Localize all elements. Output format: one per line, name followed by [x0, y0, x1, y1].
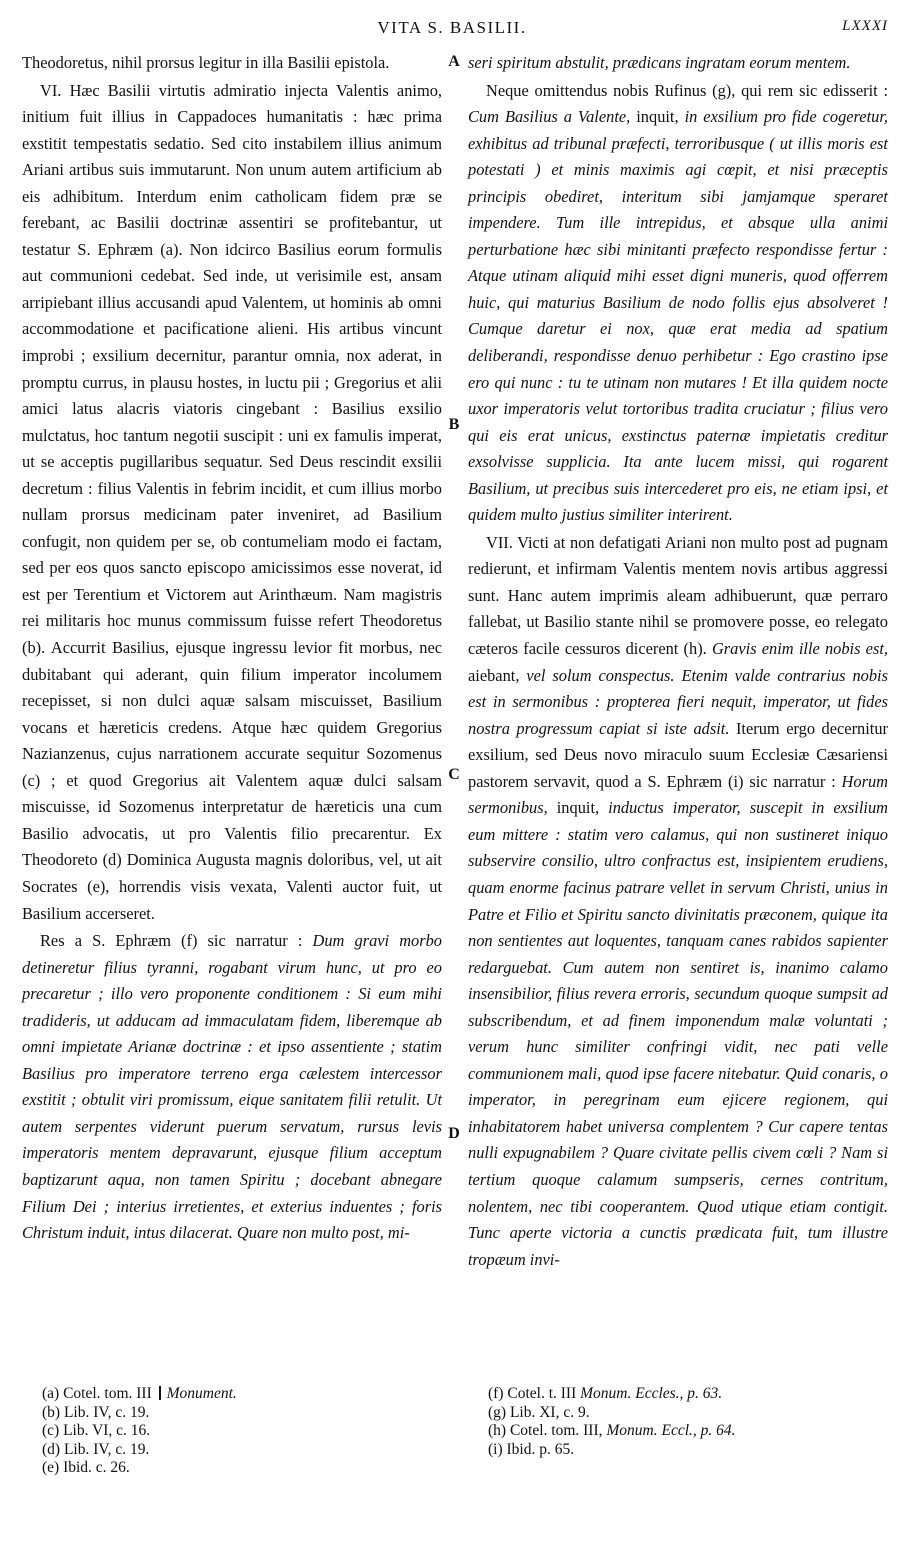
footnote-italic: Monument. — [166, 1385, 237, 1402]
paragraph: Theodoretus, nihil prorsus legitur in illa Basilii epistola. — [22, 53, 390, 72]
paragraph — [468, 530, 888, 1273]
footnote-mark: (b) — [42, 1403, 61, 1421]
footnote — [488, 1441, 888, 1460]
italic-quote: Gravis enim ille nobis est, — [711, 639, 888, 659]
footnote — [488, 1385, 888, 1404]
footnote-mark: (h) — [488, 1422, 507, 1440]
page-number: LXXXI — [842, 18, 888, 34]
footnote — [42, 1422, 442, 1441]
footnote-text: Cotel. t. III — [507, 1385, 581, 1402]
italic-quote: inductus imperator, suscepit in exsilium eum mittere : statim vero calamus, qui non sustineret iniquo subservire consilio, ultro confractus est, insipientem erudiens, quam enorme facinus patrare vellet in servum Christi, unius in Patre et Filio et Spiritu sancto divinitatis præconem, quique ita non sentientes aut loquentes, tanquam canes rabidos sapienter redarguebat. Cum autem non sentiret is, inanimo calamo insensibilior, filius revera erroris, secundum quoque sumpsit ad subscribendum, et ad finem imponendum malæ voluntati ; verum hunc similiter confringi vidit, nec pati velle communionem mali, quod ipse facere nitebatur. Quid conaris, o imperator, in peregrinam eum ejicere regionem, qui inhabitatorem habet universa complentem ? Cur capere tentas nulli expugnabilem ? Quare civitate pellis civem cœli ? Nam si tertium quoque calamum sumpseris, cernes contritum, nolentem, nec tibi cooperantem. Quod utique etiam contigit. Tunc aperte victoria a cunctis prædicata fuit, tum illustre tropæum invi- — [468, 798, 888, 1269]
paragraph: VI. Hæc Basilii virtutis admiratio injecta Valentis animo, initium fuit illius in Cappadoces humanitatis : hæc prima exstitit tempestatis sedatio. Sed cito instabilem illius animum Ariani artibus suis immutarunt. Non unum autem artificium ab eis adhibitum. Interdum enim catholicam fidem præ se ferebant, ac Basilii doctrinæ assentiri se profitebantur, ut testatur S. Ephræm (a). Non idcirco Basilius eorum formulis aut communioni cedebat. Sed inde, ut verisimile est, ansam arripiebant illius accusandi apud Valentem, ut hominis ab omni accommodatione et pacificatione alieni. His artibus vincunt improbi ; exsilium decernitur, parantur omnia, nox aderat, in promptu currus, in plausu hostes, in luctu pii ; Gregorius et alii amici latus alacris viatoris cingebant : Basilius exsilio mulctatus, hoc tantum negotii suscipit : uni ex famulis imperat, ut se acceptis pugillaribus sequatur. Sed Deus rescindit exsilii decretum : filius Valentis in febrim incidit, et cum illius morbo nullam prorsus medicinam pater inveniret, ad Basilium confugit, non quidem per se, ob contumeliam modo ei factam, sed per eos quos sancto episcopo amicissimos esse noverat, id est per Terentium et Victorem aut Arinthæum. Nam magistris rei militaris hoc munus commissum fuisse refert Theodoretus (b). Accurrit Basilius, ejusque ingressu levior fit morbus, nec dubitabant qui aderant, quin filium imperator incolumem recepisset, si non dulci aquæ salsam miscuisset, Basilium vocans et hæreticis credens. Atque hæc quidem Gregorius Nazianzenus, cujus narrationem accurate sequitur Sozomenus (c) ; et quod Gregorius ait Valentem aquæ dulci salsam miscuisse, id Sozomenus interpretatur de hæreticis una cum Basilio advocatis, ut pro Valentis filio precarentur. Ex Theodoreto (d) Dominica Augusta magnis doloribus, vel, ut ait Socrates (e), horrendis visis vexata, Valenti auctor fuit, ut Basilium accerseret. — [22, 80, 442, 923]
margin-marker-c: C — [448, 766, 460, 783]
paragraph — [468, 78, 888, 529]
footnote-text: Cotel. tom. III — [63, 1385, 156, 1402]
footnote-mark: (f) — [488, 1385, 504, 1402]
running-title: VITA S. BASILII. — [377, 18, 527, 37]
left-column — [22, 50, 442, 1247]
right-column — [468, 50, 888, 1273]
italic-quote: in exsilium pro fide cogeretur, exhibitus ad tribunal præfecti, terroribusque ( ut illis moris est potestati ) et minis maximis agi cœpit, et nisi præceptis principis obediret, interitum sibi jamjamque speraret impendere. Tum ille intrepidus, et absque ulla animi perturbatione hæc sibi minitanti præfecto respondisse fertur : Atque utinam aliquid mihi esset digni muneris, quod offerrem huic, qui maturius Basilium de nodo follis ejus absolveret ! Cumque daretur ei nox, quæ erat media ad spatium deliberandi, respondisse denuo perhibetur : Ego crastino ipse ero qui nunc : tu te utinam non mutares ! Et illa quidem nocte uxor imperatoris velut tortoribus tradita cruciatur ; filius vero qui eis erat unicus, exstinctus paternæ impietatis creditur exsolvisse supplicia. Ita ante lucem missi, qui rogarent Basilium, ut precibus suis intercederet pro eis, ne etiam ipsi, et quidem multo justius similiter interirent. — [468, 107, 888, 525]
italic-quote: vel solum conspectus. Etenim valde contrarius nobis est in sermonibus : propterea fieri nequit, imperator, ut fides nostra progressum capiat si iste adsit. — [468, 665, 888, 738]
footnote — [42, 1404, 442, 1423]
page-header — [0, 18, 904, 42]
footnote-mark: (d) — [42, 1440, 61, 1458]
footnote-mark: (g) — [488, 1403, 507, 1421]
footnote-text: Ibid. c. 26. — [63, 1459, 130, 1477]
margin-marker-b: B — [448, 416, 460, 433]
footnote-mark: (c) — [42, 1422, 60, 1440]
paragraph: seri spiritum abstulit, prædicans ingratam eorum mentem. — [468, 53, 851, 72]
footnote-text: Cotel. tom. III, — [509, 1422, 607, 1440]
footnote — [42, 1441, 442, 1460]
bracket-mark — [159, 1386, 166, 1400]
text-run: inquit, — [547, 798, 609, 818]
text-run: Res a S. Ephræm (f) sic narratur : — [40, 931, 313, 951]
text-run: aiebant, — [468, 665, 527, 685]
footnote-italic: Monum. Eccl., p. 64. — [606, 1422, 736, 1440]
footnote-text: Lib. VI, c. 16. — [63, 1422, 151, 1440]
footnotes-right — [488, 1385, 888, 1459]
text-run: Iterum ergo decernitur exsilium, sed Deus novo miraculo suum Ecclesiæ Cæsariensi pastorem servavit, quod a S. Ephræm (i) sic narratur : — [468, 718, 888, 791]
footnote-text: Ibid. p. 65. — [506, 1440, 575, 1458]
italic-quote: Dum gravi morbo detineretur filius tyranni, rogabant virum hunc, ut pro eo precaretur ; illo vero proponente conditionem : Si eum mihi tradideris, ut adducam ad immaculatam fidem, liberemque ab omni impietate Arianæ doctrinæ : et ipso assentiente ; statim Basilius pro imperatore terreno erga cælestem intercessor exstitit ; obtulit viri promissum, eique sanitatem filii retulit. Ut autem serpentes viderunt puerum servatum, rursus levis imperatoris mentem depravarunt, ejusque filium acceptum baptizarunt aqua, non tamen Spiritu ; docebant abnegare Filium Dei ; interius irretientes, et exterius induentes ; foris Christum induit, intus dilacerat. Quare non multo post, mi- — [22, 931, 443, 1243]
footnotes-left — [42, 1385, 442, 1478]
text-run: Neque omittendus nobis Rufinus (g), qui rem sic edisserit : — [486, 80, 888, 100]
footnote-text: Lib. IV, c. 19. — [63, 1440, 150, 1458]
margin-marker-d: D — [448, 1125, 460, 1142]
footnote — [42, 1459, 442, 1478]
footnote-text: Lib. IV, c. 19. — [63, 1403, 150, 1421]
margin-marker-a: A — [448, 53, 460, 70]
footnote — [488, 1404, 888, 1423]
text-run: inquit, — [630, 107, 685, 127]
text-run: VII. Victi at non defatigati Ariani non multo post ad pugnam redierunt, et infirmam Valentis mentem novis artibus aggressi sunt. Hanc autem imprimis aleam adhibuerunt, quæ perraro fallebat, ut Basilio stante nihil se promovere posse, eo relegato cæteros facile cessuros dicerent (h). — [468, 532, 888, 659]
footnote-mark: (i) — [488, 1440, 503, 1458]
footnote-text: Lib. XI, c. 9. — [509, 1403, 590, 1421]
footnote — [42, 1385, 442, 1404]
italic-quote: Horum sermonibus, — [468, 771, 888, 818]
footnote-mark: (e) — [42, 1459, 60, 1477]
footnote-mark: (a) — [42, 1385, 60, 1402]
italic-quote: Cum Basilius a Valente, — [468, 107, 631, 127]
paragraph — [22, 928, 442, 1247]
footnote — [488, 1422, 888, 1441]
footnote-italic: Monum. Eccles., p. 63. — [580, 1385, 723, 1402]
